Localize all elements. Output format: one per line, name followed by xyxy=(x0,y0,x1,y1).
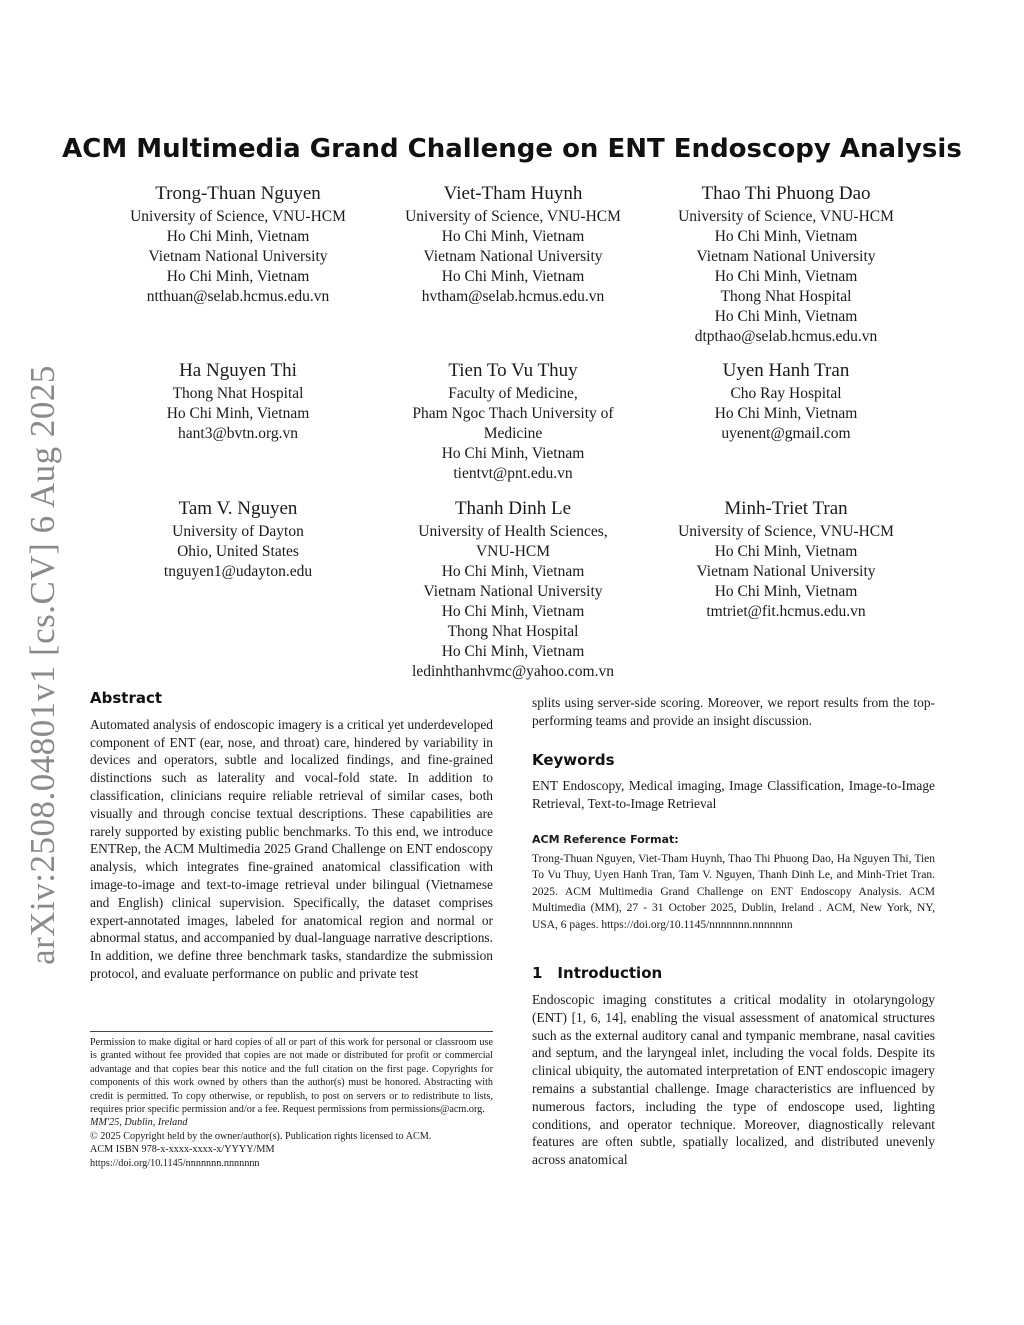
copyright-line: © 2025 Copyright held by the owner/author(s). Publication rights licensed to ACM. xyxy=(90,1130,432,1142)
author-affiliation-line: University of Science, VNU-HCM xyxy=(130,208,346,225)
copyright-footnote xyxy=(90,1031,493,1170)
author-affiliation-line: University of Science, VNU-HCM xyxy=(678,523,894,540)
author-affiliation-line: Ohio, United States xyxy=(177,543,299,560)
author-affiliation-line: Cho Ray Hospital xyxy=(730,385,842,402)
author-affiliation-line: Pham Ngoc Thach University of xyxy=(412,405,614,422)
isbn-line: ACM ISBN 978-x-xxxx-xxxx-x/YYYY/MM xyxy=(90,1144,275,1156)
conference-venue: MM'25, Dublin, Ireland xyxy=(90,1117,188,1129)
author-block xyxy=(378,181,648,307)
author-affiliation-line: Faculty of Medicine, xyxy=(448,385,578,402)
author-affiliation-line: Ho Chi Minh, Vietnam xyxy=(714,228,858,245)
acm-reference-text: Trong-Thuan Nguyen, Viet-Tham Huynh, Thao Thi Phuong Dao, Ha Nguyen Thi, Tien To Vu Thuy, Uyen Hanh Tran, Tam V. Nguyen, Thanh Dinh Le, and Minh-Triet Tran. 2025. ACM Multimedia Grand Challenge on ENT Endoscopy Analysis. ACM Multimedia (MM), 27 - 31 October 2025, Dublin, Ireland . ACM, New York, NY, USA, 6 pages. https://doi.org/10.1145/nnnnnnn.nnnnnnn xyxy=(532,852,935,931)
author-email[interactable]: ntthuan@selab.hcmus.edu.vn xyxy=(146,288,330,305)
arxiv-identifier: arXiv:2508.04801v1 [cs.CV] 6 Aug 2025 xyxy=(23,365,63,965)
author-affiliation-line: Ho Chi Minh, Vietnam xyxy=(166,228,310,245)
author-affiliation-line: Vietnam National University xyxy=(423,248,603,265)
author-affiliation-line: Medicine xyxy=(483,425,543,442)
author-affiliation-line: Thong Nhat Hospital xyxy=(720,288,852,305)
author-affiliation-line: Vietnam National University xyxy=(696,563,876,580)
author-email[interactable]: hant3@bvtn.org.vn xyxy=(178,425,298,442)
author-email[interactable]: dtpthao@selab.hcmus.edu.vn xyxy=(694,328,878,345)
author-name: Thanh Dinh Le xyxy=(454,498,572,519)
introduction-heading: 1 Introduction xyxy=(532,964,663,983)
author-affiliation-line: VNU-HCM xyxy=(475,543,551,560)
author-affiliation-line: University of Health Sciences, xyxy=(418,523,608,540)
author-affiliation-line: Ho Chi Minh, Vietnam xyxy=(166,268,310,285)
author-affiliation-line: Vietnam National University xyxy=(423,583,603,600)
author-email[interactable]: ledinhthanhvmc@yahoo.com.vn xyxy=(412,663,614,680)
author-block xyxy=(651,181,921,347)
keywords-heading: Keywords xyxy=(532,750,615,769)
author-affiliation-line: Vietnam National University xyxy=(148,248,328,265)
author-email[interactable]: tnguyen1@udayton.edu xyxy=(163,563,313,580)
author-email[interactable]: tmtriet@fit.hcmus.edu.vn xyxy=(706,603,866,620)
author-name: Tam V. Nguyen xyxy=(178,498,298,519)
author-affiliation-line: Ho Chi Minh, Vietnam xyxy=(714,405,858,422)
left-column xyxy=(90,690,493,983)
author-affiliation-line: Thong Nhat Hospital xyxy=(172,385,304,402)
author-affiliation-line: Ho Chi Minh, Vietnam xyxy=(166,405,310,422)
author-affiliation-line: Vietnam National University xyxy=(696,248,876,265)
abstract-heading: Abstract xyxy=(90,689,163,707)
acm-reference-heading: ACM Reference Format: xyxy=(532,832,679,846)
author-name: Viet-Tham Huynh xyxy=(443,183,583,204)
abstract-continuation: splits using server-side scoring. Moreover, we report results from the top-performing teams and provide an insight discussion. xyxy=(532,695,935,728)
author-affiliation-line: Ho Chi Minh, Vietnam xyxy=(441,603,585,620)
author-block xyxy=(103,181,373,307)
author-email[interactable]: tientvt@pnt.edu.vn xyxy=(453,465,573,482)
author-affiliation-line: Ho Chi Minh, Vietnam xyxy=(714,583,858,600)
permission-notice: Permission to make digital or hard copies of all or part of this work for personal or classroom use is granted without fee provided that copies are not made or distributed for profit or commercial advantage and that copies bear this notice and the full citation on the first page. Copyrights for components of this work owned by others than the author(s) must be honored. Abstracting with credit is permitted. To copy otherwise, or republish, to post on servers or to redistribute to lists, requires prior specific permission and/or a fee. Request permissions from permissions@acm.org. xyxy=(90,1037,493,1116)
author-block xyxy=(103,496,373,582)
author-affiliation-line: Ho Chi Minh, Vietnam xyxy=(441,563,585,580)
doi-link[interactable]: https://doi.org/10.1145/nnnnnnn.nnnnnnn xyxy=(90,1157,260,1169)
author-name: Thao Thi Phuong Dao xyxy=(701,183,871,204)
author-affiliation-line: Ho Chi Minh, Vietnam xyxy=(441,445,585,462)
author-block xyxy=(378,496,648,682)
author-affiliation-line: University of Dayton xyxy=(172,523,304,540)
author-affiliation-line: Ho Chi Minh, Vietnam xyxy=(714,308,858,325)
paper-title: ACM Multimedia Grand Challenge on ENT Endoscopy Analysis xyxy=(62,134,962,164)
author-name: Trong-Thuan Nguyen xyxy=(155,183,321,204)
abstract-text: Automated analysis of endoscopic imagery is a critical yet underdeveloped component of ENT (ear, nose, and throat) care, hindered by variability in devices and operators, subtle and localized findings, and fine-grained distinctions such as laterality and vocal-fold state. In addition to classification, clinicians require reliable retrieval of similar cases, both visually and through concise textual descriptions. These capabilities are rarely supported by existing public benchmarks. To this end, we introduce ENTRep, the ACM Multimedia 2025 Grand Challenge on ENT endoscopy analysis, which integrates fine-grained anatomical classification with image-to-image and text-to-image retrieval under bilingual (Vietnamese and English) clinical supervision. Specifically, the dataset comprises expert-annotated images, labeled for anatomical region and normal or abnormal status, and accompanied by dual-language narrative descriptions. In addition, we define three benchmark tasks, standardize the submission protocol, and evaluate performance on public and private test xyxy=(90,716,493,981)
introduction-text: Endoscopic imaging constitutes a critical modality in otolaryngology (ENT) [1, 6, 14], enabling the visual assessment of anatomical structures such as the external auditory canal and tympanic membrane, nasal cavities and septum, and the laryngeal inlet, including the vocal folds. Despite its clinical ubiquity, the automated interpretation of ENT endoscopic imagery remains a substantial challenge. Image characteristics are influenced by numerous factors, including the type of endoscope used, lighting conditions, and operator technique. Moreover, diagnostically relevant features are often subtle, spatially localized, and distributed unevenly across anatomical xyxy=(532,992,935,1168)
author-block xyxy=(651,496,921,622)
author-affiliation-line: Ho Chi Minh, Vietnam xyxy=(441,228,585,245)
author-affiliation-line: University of Science, VNU-HCM xyxy=(678,208,894,225)
keywords-text: ENT Endoscopy, Medical imaging, Image Classification, Image-to-Image Retrieval, Text-to-Image Retrieval xyxy=(532,778,935,812)
author-block xyxy=(378,358,648,484)
author-block xyxy=(651,358,921,444)
author-affiliation-line: Ho Chi Minh, Vietnam xyxy=(441,268,585,285)
author-affiliation-line: Ho Chi Minh, Vietnam xyxy=(441,643,585,660)
author-affiliation-line: Ho Chi Minh, Vietnam xyxy=(714,543,858,560)
arxiv-sidebar-stamp xyxy=(8,365,78,965)
author-affiliation-line: Ho Chi Minh, Vietnam xyxy=(714,268,858,285)
author-affiliation-line: University of Science, VNU-HCM xyxy=(405,208,621,225)
author-affiliation-line: Thong Nhat Hospital xyxy=(447,623,579,640)
author-email[interactable]: hvtham@selab.hcmus.edu.vn xyxy=(421,288,605,305)
author-email[interactable]: uyenent@gmail.com xyxy=(721,425,851,442)
author-name: Minh-Triet Tran xyxy=(724,498,848,519)
author-name: Tien To Vu Thuy xyxy=(448,360,578,381)
right-column xyxy=(532,694,935,1169)
author-block xyxy=(103,358,373,444)
author-name: Ha Nguyen Thi xyxy=(179,360,297,381)
author-name: Uyen Hanh Tran xyxy=(722,360,850,381)
